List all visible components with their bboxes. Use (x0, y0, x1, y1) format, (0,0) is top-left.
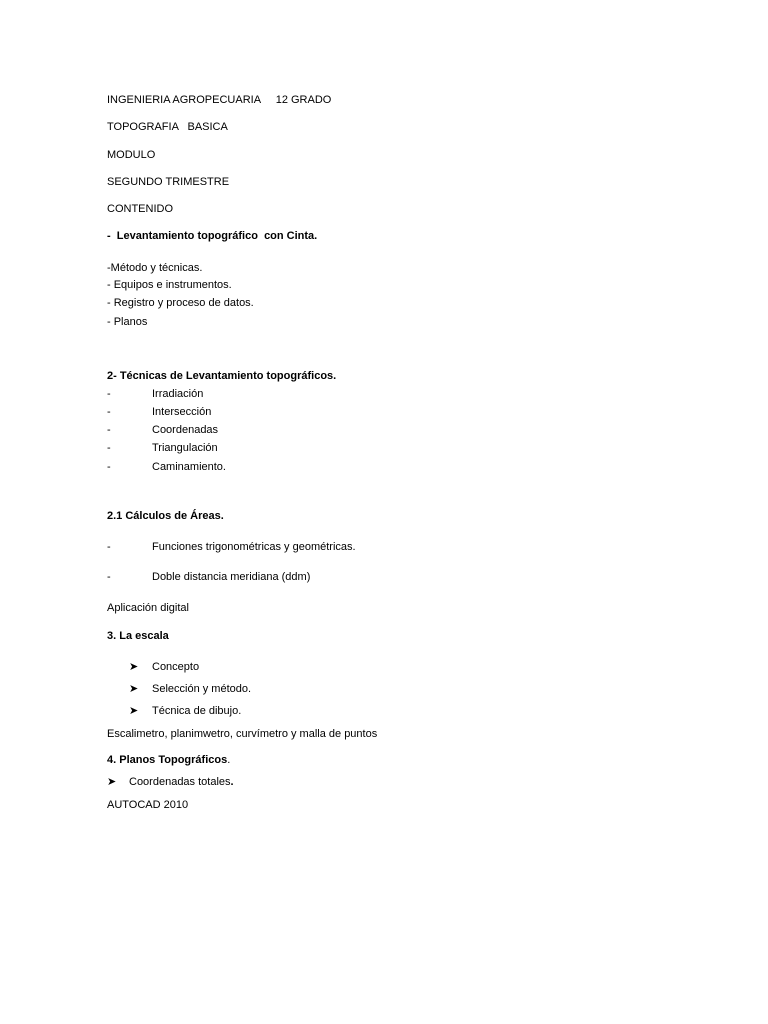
list-dash: - (107, 461, 111, 473)
section4-item-tail: . (230, 776, 234, 788)
list-dash: - (107, 571, 111, 583)
section1-item: - Registro y proceso de datos. (107, 297, 254, 309)
section2-item: Intersección (152, 406, 212, 418)
header-line-content: CONTENIDO (107, 203, 173, 215)
header-line-module: MODULO (107, 149, 156, 161)
section1-item: - Planos (107, 316, 148, 328)
list-dash: - (107, 442, 111, 454)
section21-title: 2.1 Cálculos de Áreas. (107, 510, 224, 522)
arrow-bullet-icon: ➤ (129, 683, 139, 695)
section1-item: - Equipos e instrumentos. (107, 279, 232, 291)
arrow-bullet-icon: ➤ (129, 661, 139, 673)
section21-footer: Aplicación digital (107, 602, 189, 614)
list-dash: - (107, 388, 111, 400)
section2-item: Irradiación (152, 388, 204, 400)
section4-title-tail: . (227, 754, 231, 766)
section3-footer: Escalimetro, planimwetro, curvímetro y malla de puntos (107, 728, 378, 740)
list-dash: - (107, 406, 111, 418)
section2-title: 2- Técnicas de Levantamiento topográficos. (107, 370, 337, 382)
arrow-bullet-icon: ➤ (107, 776, 117, 788)
section2-item: Triangulación (152, 442, 218, 454)
section4-item-text: Coordenadas totales (129, 776, 231, 788)
header-line-term: SEGUNDO TRIMESTRE (107, 176, 230, 188)
section4-item (129, 775, 234, 789)
section21-item: Funciones trigonométricas y geométricas. (152, 541, 356, 553)
arrow-bullet-icon: ➤ (129, 705, 139, 717)
section21-item: Doble distancia meridiana (ddm) (152, 571, 311, 583)
section3-item: Selección y método. (152, 683, 252, 695)
section2-item: Caminamiento. (152, 461, 226, 473)
section4-title-bold: 4. Planos Topográficos (107, 754, 228, 766)
section3-item: Concepto (152, 661, 200, 673)
header-line-course: TOPOGRAFIA BASICA (107, 121, 228, 133)
list-dash: - (107, 541, 111, 553)
section1-title: - Levantamiento topográfico con Cinta. (107, 230, 318, 242)
section1-item: -Método y técnicas. (107, 262, 203, 274)
list-dash: - (107, 424, 111, 436)
section4-footer: AUTOCAD 2010 (107, 799, 189, 811)
section3-item: Técnica de dibujo. (152, 705, 242, 717)
section2-item: Coordenadas (152, 424, 219, 436)
section4-title (107, 753, 230, 767)
header-line-program: INGENIERIA AGROPECUARIA 12 GRADO (107, 94, 332, 106)
section3-title: 3. La escala (107, 630, 169, 642)
